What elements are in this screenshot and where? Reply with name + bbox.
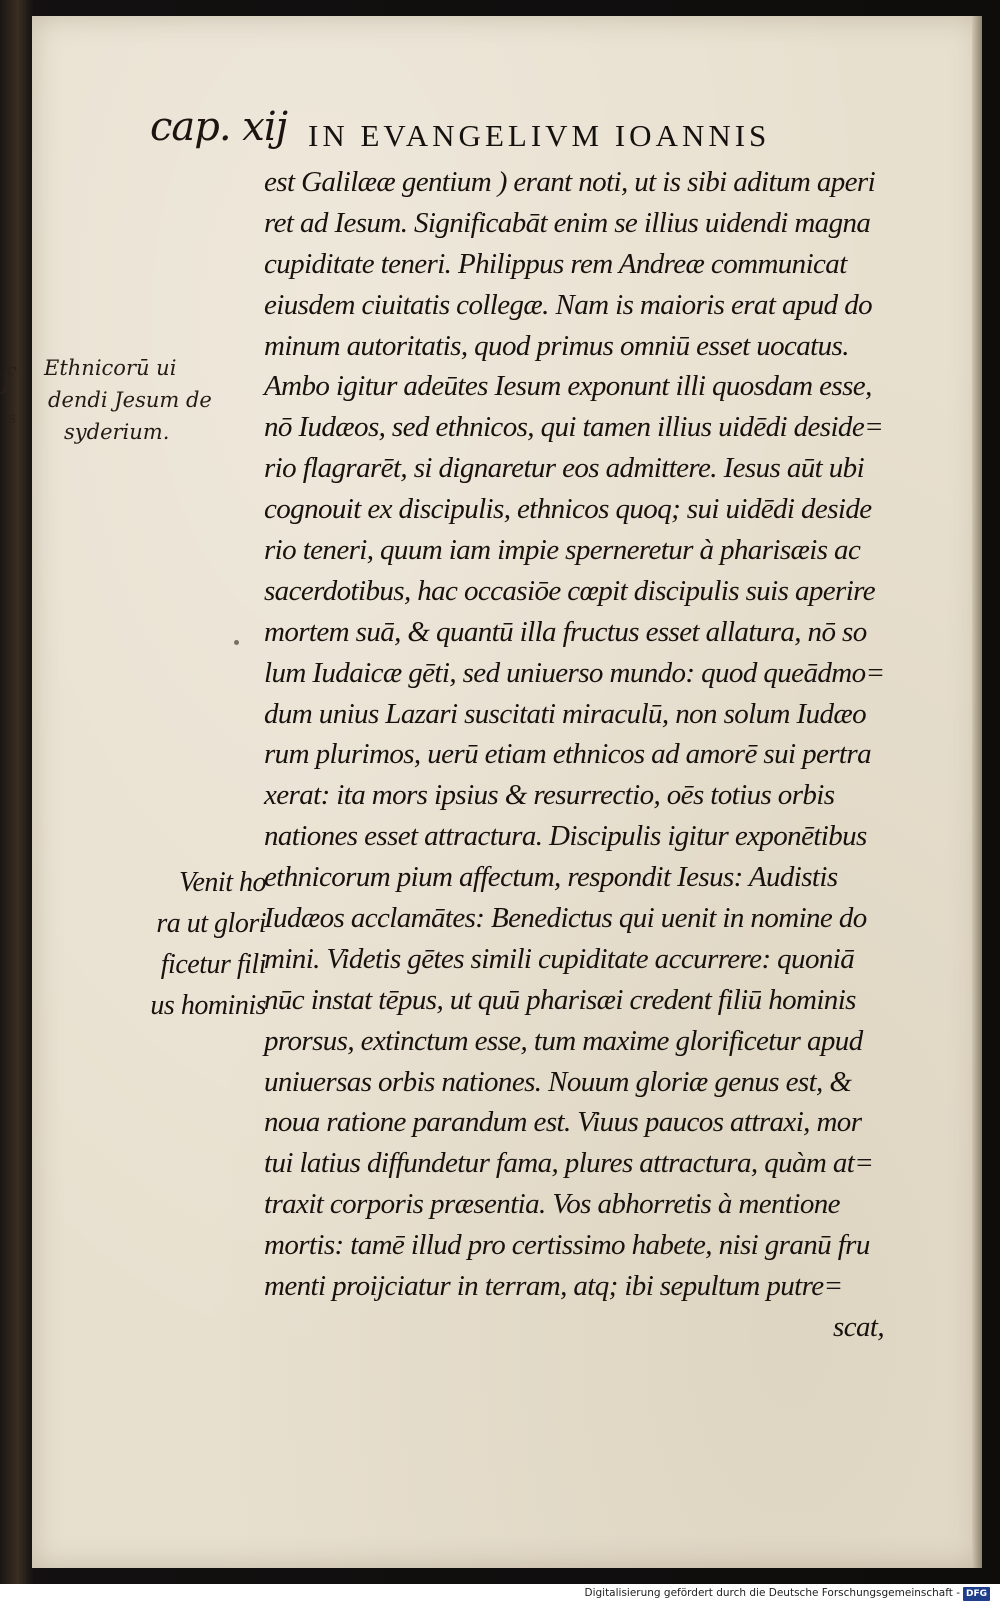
gloss-line: us hominis — [150, 990, 266, 1021]
page-edge — [972, 16, 982, 1568]
dfg-logo-icon: DFG — [963, 1587, 990, 1601]
text-line: tui latius diffundetur fama, plures attractura, quàm at= — [264, 1147, 874, 1180]
running-head-title: IN EVANGELIVM IOANNIS — [308, 118, 771, 153]
digitization-footer — [0, 1584, 1000, 1606]
text-line: ret ad Iesum. Significabāt enim se illius uidendi magna — [264, 206, 871, 239]
text-line: ethnicorum pium affectum, respondit Iesus: Audistis — [264, 861, 838, 894]
text-line: cupiditate teneri. Philippus rem Andreæ communicat — [264, 247, 847, 280]
handwritten-chapter-note: cap. xij — [150, 104, 288, 150]
text-line: prorsus, extinctum esse, tum maxime glorificetur apud — [264, 1024, 863, 1057]
text-line: uniuersas orbis nationes. Nouum gloriæ genus est, & — [264, 1065, 852, 1098]
text-line: rio teneri, quum iam impie sperneretur à pharisæis ac — [264, 534, 861, 567]
handwritten-margin-note — [44, 352, 244, 448]
paper-stain — [234, 640, 239, 645]
gloss-line: ra ut glori — [156, 908, 266, 939]
text-line: xerat: ita mors ipsius & resurrectio, oēs totius orbis — [264, 779, 835, 812]
text-line: est Galilææ gentium ) erant noti, ut is sibi aditum aperi — [264, 166, 876, 198]
text-line: sacerdotibus, hac occasiōe cœpit discipulis suis aperire — [264, 574, 876, 607]
text-line: eiusdem ciuitatis collegæ. Nam is maioris erat apud do — [264, 288, 872, 321]
text-line: mortis: tamē illud pro certissimo habete, nisi granū fru — [264, 1229, 870, 1262]
text-line: noua ratione parandum est. Viuus paucos attraxi, mor — [264, 1106, 862, 1139]
text-line: rum plurimos, uerū etiam ethnicos ad amorē sui pertra — [264, 738, 871, 771]
margin-note-line: syderium. — [64, 420, 170, 444]
funding-credit: Digitalisierung gefördert durch die Deutsche Forschungsgemeinschaft - — [584, 1587, 960, 1599]
edge-mark-f: f — [2, 362, 13, 395]
text-line: nationes esset attractura. Discipulis igitur exponētibus — [264, 820, 867, 853]
text-line: Ambo igitur adeūtes Iesum exponunt illi quosdam esse, — [264, 370, 872, 403]
text-line: traxit corporis præsentia. Vos abhorretis à mentione — [264, 1188, 840, 1221]
gloss-line: Venit ho — [179, 867, 266, 898]
text-line: lum Iudaicæ gēti, sed uniuerso mundo: quod queādmo= — [264, 656, 885, 689]
text-line: Iudæos acclamātes: Benedictus qui uenit in nomine do — [264, 902, 867, 935]
text-line: minum autoritatis, quod primus omniū esset uocatus. — [264, 329, 849, 362]
text-line: nō Iudæos, sed ethnicos, qui tamen illius uidēdi deside= — [264, 411, 884, 444]
running-head — [150, 104, 880, 160]
edge-mark-s: s — [8, 408, 17, 427]
text-line: cognouit ex discipulis, ethnicos quoq; sui uidēdi deside — [264, 493, 872, 526]
catchword: scat, — [833, 1310, 884, 1343]
text-line: rio flagrarēt, si dignaretur eos admittere. Iesus aūt ubi — [264, 452, 865, 485]
text-line: mortem suā, & quantū illa fructus esset allatura, nō so — [264, 615, 867, 648]
text-line: dum unius Lazari suscitati miraculū, non solum Iudæo — [264, 697, 867, 730]
body-text — [264, 162, 924, 1348]
margin-note-line: Ethnicorū ui — [44, 356, 177, 380]
text-line: mini. Videtis gētes simili cupiditate accurrere: quoniā — [264, 942, 855, 975]
gloss-line: ficetur fili — [160, 949, 266, 980]
margin-note-line: dendi Jesum de — [48, 388, 212, 412]
printed-marginal-gloss — [126, 862, 266, 1026]
text-line: nūc instat tēpus, ut quū pharisæi credent filiū hominis — [264, 983, 856, 1016]
text-line: menti proijciatur in terram, atq; ibi sepultum putre= — [264, 1270, 843, 1303]
